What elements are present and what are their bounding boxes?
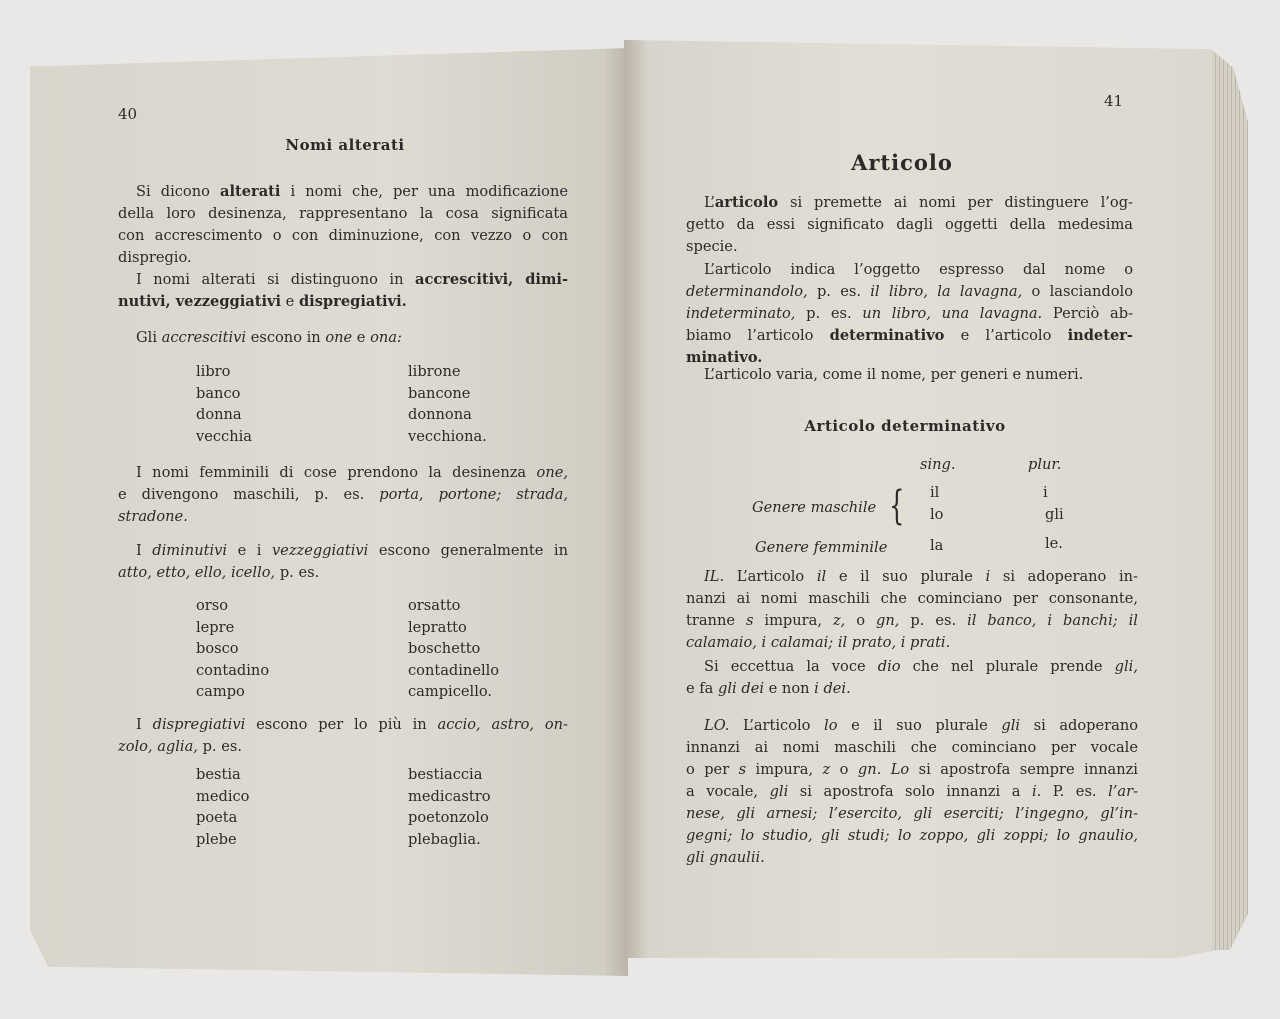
- page-edges: [1212, 50, 1248, 950]
- text: o: [845, 612, 877, 629]
- italic-text: IL.: [704, 568, 725, 585]
- italic-text: gn,: [876, 612, 900, 629]
- text-line: [686, 803, 1138, 825]
- bold-text: accrescitivi, dimi-: [415, 271, 569, 288]
- text: innanzi ai nomi maschili che cominciano per vocale: [686, 739, 1138, 756]
- row-label-femminile: Genere femminile: [755, 539, 888, 556]
- base-word: lepre: [196, 618, 235, 636]
- brace-icon: {: [889, 483, 905, 529]
- italic-text: accrescitivi: [161, 329, 247, 346]
- altered-word: medicastro: [408, 787, 491, 805]
- text-line: [118, 506, 568, 528]
- altered-word: plebaglia.: [408, 830, 481, 848]
- text-line: [686, 192, 1133, 214]
- altered-word: vecchiona.: [408, 427, 487, 445]
- text: si premette ai nomi per distinguere l’og-: [778, 194, 1133, 211]
- italic-text: calamaio, i calamai; il prato, i prati.: [686, 634, 951, 651]
- text-line: [118, 484, 568, 506]
- bold-text: dispregiativi.: [298, 293, 407, 310]
- diminutivi-list: [196, 595, 499, 703]
- text: si adoperano: [1020, 717, 1138, 734]
- text: Si eccettua la voce: [704, 658, 878, 675]
- text-line: [118, 714, 568, 736]
- italic-text: nese, gli arnesi; l’esercito, gli eserciti; l’ingegno, gl’in-: [686, 805, 1138, 822]
- italic-text: diminutivi: [152, 542, 228, 559]
- italic-text: s: [745, 612, 754, 629]
- text-line: [686, 588, 1138, 610]
- paragraph-kinds: [118, 269, 568, 313]
- italic-text: gegni; lo studio, gli studi; lo zoppo, gli zoppi; lo gnaulio,: [686, 827, 1138, 844]
- italic-text: one,: [536, 464, 568, 481]
- word-pair: [196, 361, 487, 383]
- italic-text: un libro, una lavagna.: [862, 305, 1043, 322]
- bold-text: nutivi, vezzeggiativi: [118, 293, 282, 310]
- italic-text: il libro, la lavagna,: [870, 283, 1023, 300]
- base-word: bosco: [196, 640, 239, 657]
- accrescitivi-list: [196, 361, 487, 447]
- italic-text: gli gnaulii.: [686, 849, 765, 866]
- text: o lasciandolo: [1022, 283, 1133, 300]
- text: e divengono maschili, p. es.: [118, 486, 380, 503]
- italic-text: gli,: [1114, 658, 1138, 675]
- text-line: [686, 325, 1133, 347]
- text-line: [686, 678, 1138, 700]
- word-pair: [196, 617, 499, 639]
- altered-word: librone: [408, 363, 461, 380]
- italic-text: i dei.: [814, 680, 851, 697]
- bold-text: determinativo: [829, 327, 945, 344]
- text: impura,: [746, 761, 823, 778]
- text: e: [352, 329, 371, 346]
- text: L’articolo: [729, 717, 825, 734]
- text: I: [136, 716, 153, 733]
- word-pair: [196, 764, 490, 786]
- text: e il suo plurale: [826, 568, 986, 585]
- text-line: [118, 736, 568, 758]
- cell: gli: [1045, 506, 1064, 523]
- paragraph-lo-rule: [686, 715, 1138, 869]
- italic-text: gli: [769, 783, 789, 800]
- paragraph-accrescitivi: [118, 327, 568, 349]
- base-word: campo: [196, 683, 245, 700]
- italic-text: stradone.: [118, 508, 188, 525]
- altered-word: campicello.: [408, 683, 493, 700]
- text: e non: [764, 680, 815, 697]
- italic-text: vezzeggiativi: [271, 542, 369, 559]
- page-number: 41: [1104, 92, 1124, 110]
- text-line: [118, 291, 568, 313]
- text-line: [118, 247, 568, 269]
- text: della loro desinenza, rappresentano la cosa significata: [118, 205, 568, 222]
- text: p. es.: [807, 283, 871, 300]
- base-word: libro: [196, 363, 231, 380]
- text-line: [686, 781, 1138, 803]
- text-line: [686, 610, 1138, 632]
- text: tranne: [686, 612, 746, 629]
- italic-text: porta, portone; strada,: [379, 486, 569, 503]
- text: I: [136, 542, 153, 559]
- word-pair: [196, 638, 499, 660]
- text-line: [118, 225, 568, 247]
- paragraph-diminutivi: [118, 540, 568, 584]
- text: specie.: [686, 238, 738, 255]
- row-label-maschile: Genere maschile: [752, 499, 877, 516]
- text: dispregio.: [118, 249, 192, 266]
- word-pair: [196, 660, 499, 682]
- section-title: Nomi alterati: [285, 136, 405, 154]
- text-line: [686, 656, 1138, 678]
- word-pair: [196, 786, 490, 808]
- word-pair: [196, 595, 499, 617]
- text: o per: [686, 761, 739, 778]
- italic-text: l’ar-: [1108, 783, 1139, 800]
- altered-word: poetonzolo: [408, 809, 489, 826]
- subsection-title: Articolo determinativo: [804, 417, 1006, 435]
- text: o: [830, 761, 858, 778]
- italic-text: i.: [1031, 783, 1042, 800]
- text-line: [118, 462, 568, 484]
- text-line: [118, 181, 568, 203]
- page-number: 40: [118, 105, 138, 123]
- base-word: donna: [196, 406, 242, 423]
- text: e i: [227, 542, 272, 559]
- text-line: [686, 214, 1133, 236]
- paragraph-femminili: [118, 462, 568, 528]
- word-pair: [196, 383, 487, 405]
- text: p. es.: [899, 612, 968, 629]
- text: a vocale,: [686, 783, 770, 800]
- text: L’articolo varia, come il nome, per generi e numeri.: [704, 366, 1084, 383]
- text: nanzi ai nomi maschili che cominciano per consonante,: [686, 590, 1138, 607]
- text-line: [118, 562, 568, 584]
- italic-text: zolo, aglia,: [118, 738, 198, 755]
- altered-word: contadinello: [408, 661, 500, 679]
- word-pair: [196, 426, 487, 448]
- text: e: [281, 293, 299, 310]
- text: escono generalmente in: [368, 542, 568, 559]
- altered-word: lepratto: [408, 618, 467, 636]
- italic-text: ona:: [370, 329, 402, 346]
- text-line: [686, 236, 1133, 258]
- italic-text: LO.: [704, 717, 730, 734]
- italic-text: one: [325, 329, 353, 346]
- text-line: [686, 364, 1133, 386]
- italic-text: gli: [1001, 717, 1021, 734]
- text: e l’articolo: [944, 327, 1068, 344]
- text: impura,: [753, 612, 833, 629]
- cell: le.: [1045, 535, 1063, 552]
- text-line: [686, 737, 1138, 759]
- italic-text: gli dei: [718, 680, 764, 697]
- paragraph-definition: [686, 192, 1133, 258]
- section-title: Articolo: [851, 150, 953, 175]
- italic-text: lo: [824, 717, 838, 734]
- altered-word: bancone: [408, 384, 471, 402]
- text: I nomi alterati si distinguono in: [136, 271, 416, 288]
- italic-text: gn. Lo: [857, 761, 910, 778]
- text-line: [686, 632, 1138, 654]
- italic-text: i: [985, 568, 991, 585]
- text-line: [686, 566, 1138, 588]
- text-line: [686, 259, 1133, 281]
- text: getto da essi significato dagli oggetti della medesima: [686, 216, 1133, 233]
- text: e il suo plurale: [837, 717, 1002, 734]
- italic-text: s: [738, 761, 747, 778]
- base-word: medico: [196, 787, 250, 805]
- word-pair: [196, 807, 490, 829]
- altered-word: bestiaccia: [408, 766, 483, 783]
- paragraph-indica: [686, 259, 1133, 369]
- altered-word: donnona: [408, 406, 472, 423]
- cell: i: [1043, 484, 1048, 501]
- text: L’: [704, 194, 715, 211]
- text-line: [686, 281, 1133, 303]
- bold-text: alterati: [219, 183, 281, 200]
- text-line: [686, 759, 1138, 781]
- paragraph-intro: [118, 181, 568, 269]
- text: P. es.: [1041, 783, 1109, 800]
- base-word: bestia: [196, 766, 241, 783]
- column-header-plur: plur.: [1028, 456, 1062, 473]
- text: escono per lo più in: [245, 716, 438, 733]
- text: Perciò ab-: [1042, 305, 1133, 322]
- paragraph-varia: [686, 364, 1133, 386]
- base-word: banco: [196, 384, 241, 402]
- italic-text: il banco, i banchi; il: [967, 612, 1138, 629]
- paragraph-dispregiativi: [118, 714, 568, 758]
- text-line: [686, 847, 1138, 869]
- text: si adoperano in-: [990, 568, 1138, 585]
- italic-text: atto, etto, ello, icello,: [118, 564, 276, 581]
- text: p. es.: [275, 564, 320, 581]
- cell: il: [930, 484, 940, 501]
- italic-text: determinandolo,: [686, 283, 808, 300]
- italic-text: z,: [832, 612, 846, 629]
- text: p. es.: [197, 738, 242, 755]
- text-line: [686, 303, 1133, 325]
- text: I nomi femminili di cose prendono la desinenza: [136, 464, 537, 481]
- text-line: [118, 203, 568, 225]
- italic-text: dispregiativi: [152, 716, 246, 733]
- cell: lo: [930, 506, 944, 523]
- word-pair: [196, 404, 487, 426]
- text: L’articolo indica l’oggetto espresso dal nome o: [704, 261, 1133, 278]
- text: e fa: [686, 680, 719, 697]
- column-header-sing: sing.: [920, 456, 956, 473]
- paragraph-eccezione: [686, 656, 1138, 700]
- altered-word: orsatto: [408, 597, 461, 614]
- text-line: [118, 327, 568, 349]
- text: Gli: [136, 329, 162, 346]
- text: L’articolo: [724, 568, 817, 585]
- bold-text: articolo: [714, 194, 779, 211]
- text-line: [686, 715, 1138, 737]
- text: i nomi che, per una modificazione: [280, 183, 568, 200]
- text-line: [118, 269, 568, 291]
- text: biamo l’articolo: [686, 327, 830, 344]
- text: Si dicono: [136, 183, 220, 200]
- bold-text: indeter-: [1067, 327, 1133, 344]
- italic-text: accio, astro, on-: [437, 716, 568, 733]
- italic-text: dio: [877, 658, 901, 675]
- word-pair: [196, 829, 490, 851]
- text: p. es.: [795, 305, 863, 322]
- paragraph-il-rule: [686, 566, 1138, 654]
- text: con accrescimento o con diminuzione, con vezzo o con: [118, 227, 568, 244]
- base-word: poeta: [196, 809, 238, 826]
- base-word: contadino: [196, 661, 270, 679]
- text: che nel plurale prende: [900, 658, 1115, 675]
- italic-text: il: [816, 568, 827, 585]
- bold-text: minativo.: [686, 349, 763, 366]
- text-line: [686, 825, 1138, 847]
- altered-word: boschetto: [408, 640, 481, 657]
- base-word: plebe: [196, 830, 237, 848]
- base-word: orso: [196, 597, 229, 614]
- cell: la: [930, 537, 944, 554]
- text: si apostrofa sempre innanzi: [909, 761, 1138, 778]
- text: si apostrofa solo innanzi a: [788, 783, 1032, 800]
- dispregiativi-list: [196, 764, 490, 850]
- italic-text: indeterminato,: [686, 305, 796, 322]
- text-line: [118, 540, 568, 562]
- italic-text: z: [822, 761, 831, 778]
- base-word: vecchia: [196, 427, 252, 445]
- text: escono in: [246, 329, 326, 346]
- word-pair: [196, 681, 499, 703]
